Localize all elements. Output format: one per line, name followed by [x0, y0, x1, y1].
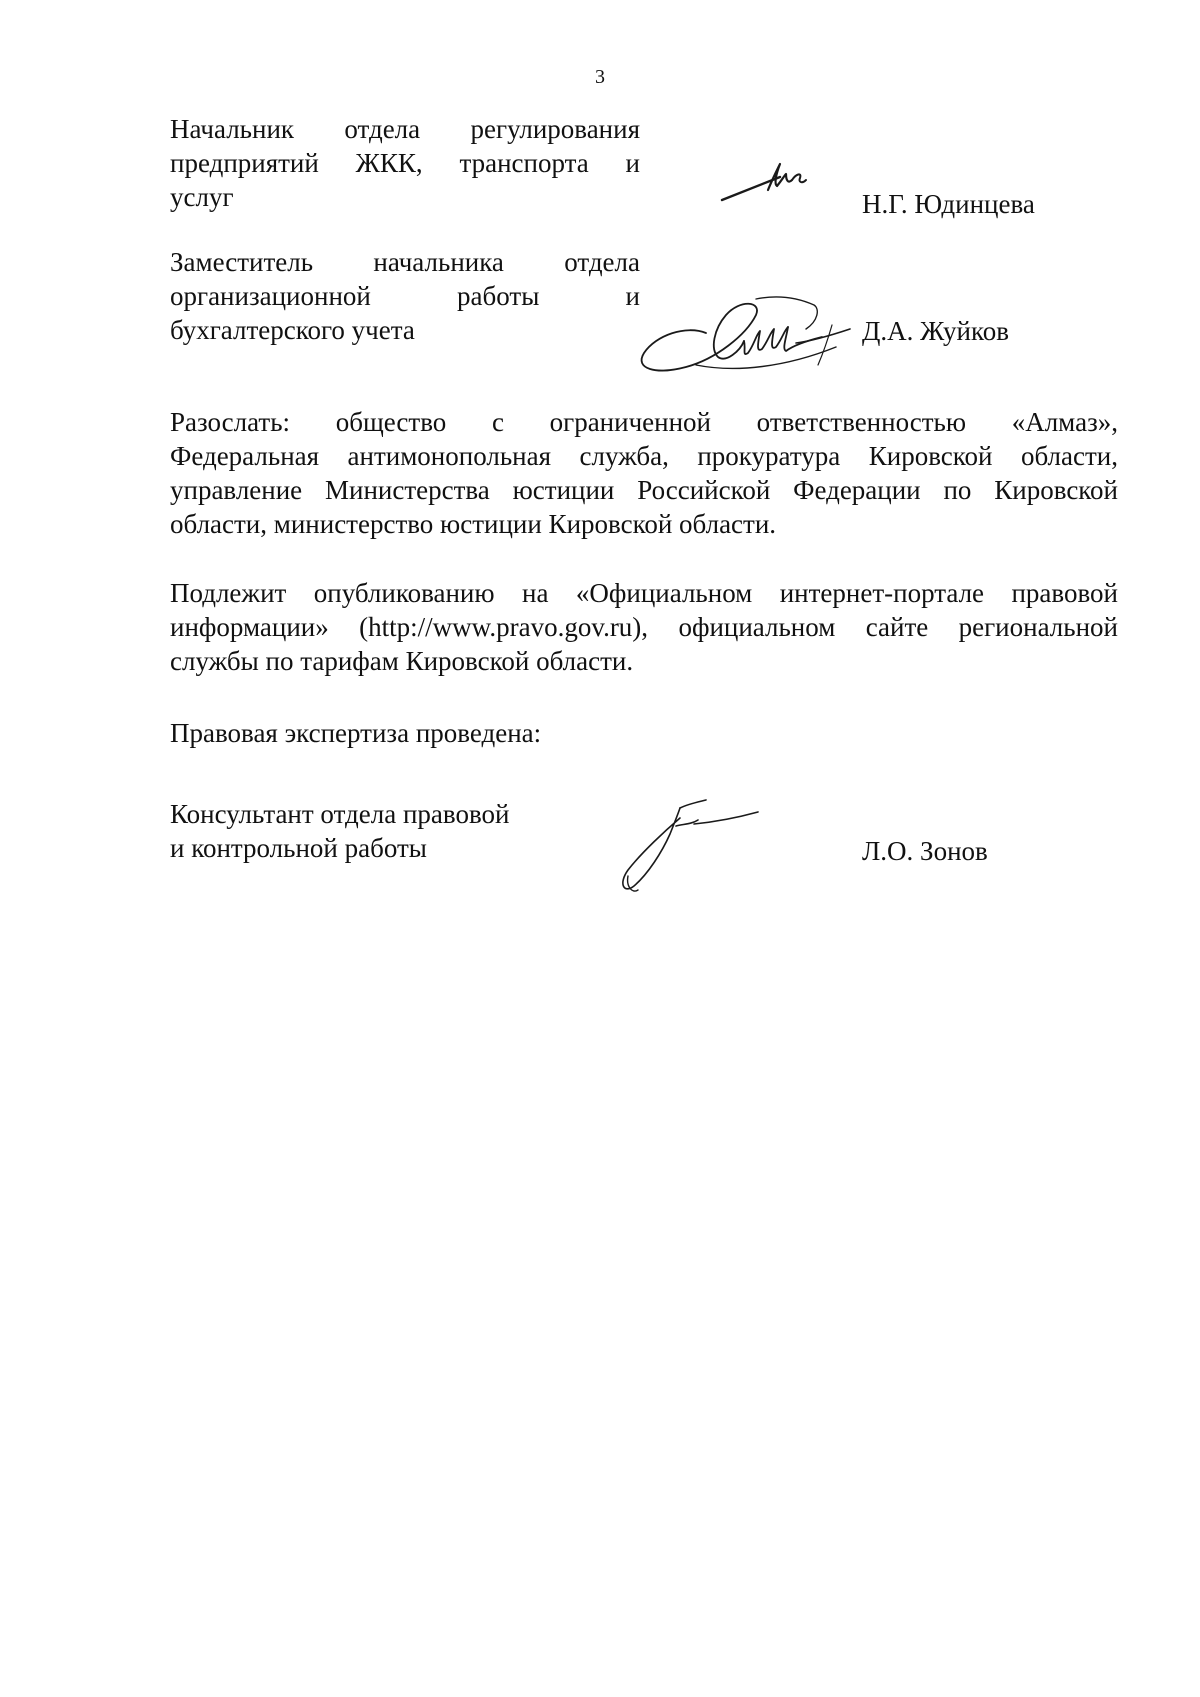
position-line: предприятий ЖКК, транспорта и	[170, 148, 640, 178]
signature-3-image	[618, 790, 778, 900]
position-line: организационной работы и	[170, 281, 640, 311]
position-line: и контрольной работы	[170, 833, 427, 863]
position-line: Консультант отдела правовой	[170, 799, 510, 829]
position-line: бухгалтерского учета	[170, 315, 415, 345]
page-number: 3	[595, 66, 605, 88]
signatory-2-position	[170, 245, 640, 347]
distribution-line: Разослать: общество с ограниченной ответственностью «Алмаз»,	[170, 407, 1118, 437]
signature-1-image	[720, 160, 820, 210]
legal-review-position	[170, 797, 509, 865]
publication-line: информации» (http://www.pravo.gov.ru), официальном сайте региональной	[170, 612, 1118, 642]
legal-review-heading: Правовая экспертиза проведена:	[170, 718, 542, 748]
position-line: услуг	[170, 182, 234, 212]
publication-line: службы по тарифам Кировской области.	[170, 646, 634, 676]
signatory-1-name: Н.Г. Юдинцева	[862, 189, 1035, 219]
signatory-2-name: Д.А. Жуйков	[862, 316, 1009, 346]
position-line: Заместитель начальника отдела	[170, 247, 640, 277]
distribution-line: области, министерство юстиции Кировской области.	[170, 509, 777, 539]
signatory-1-position	[170, 112, 640, 214]
distribution-paragraph	[170, 405, 1118, 541]
publication-paragraph	[170, 576, 1118, 678]
distribution-line: Федеральная антимонопольная служба, прокуратура Кировской области,	[170, 441, 1118, 471]
position-line: Начальник отдела регулирования	[170, 114, 640, 144]
publication-line: Подлежит опубликованию на «Официальном интернет-портале правовой	[170, 578, 1118, 608]
signature-2-image	[636, 285, 866, 385]
distribution-line: управление Министерства юстиции Российской Федерации по Кировской	[170, 475, 1118, 505]
legal-review-name: Л.О. Зонов	[862, 836, 988, 866]
